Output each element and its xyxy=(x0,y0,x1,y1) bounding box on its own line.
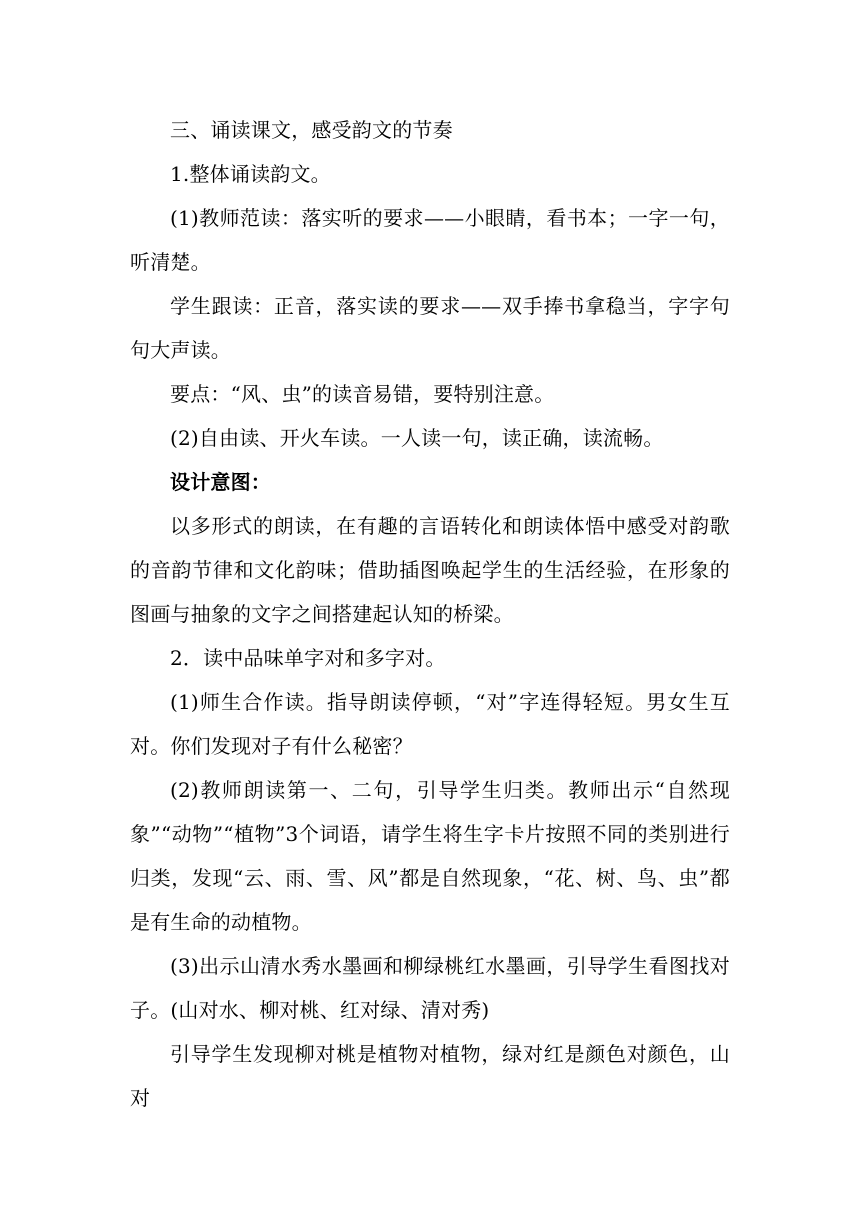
section-heading: 三、诵读课文，感受韵文的节奏 xyxy=(170,118,453,142)
paragraph: (2)教师朗读第一、二句，引导学生归类。教师出示“自然现象”“动物”“植物”3个词语，请学生将生字卡片按照不同的类别进行归类，发现“云、雨、雪、风”都是自然现象，“花、树、鸟、虫”都是有生命的动植物。 xyxy=(130,778,730,934)
paragraph: (2)自由读、开火车读。一人读一句，读正确，读流畅。 xyxy=(170,426,664,450)
paragraph: 以多形式的朗读，在有趣的言语转化和朗读体悟中感受对韵歌的音韵节律和文化韵味；借助插图唤起学生的生活经验，在形象的图画与抽象的文字之间搭建起认知的桥梁。 xyxy=(130,514,730,626)
step-heading: 2．读中品味单字对和多字对。 xyxy=(170,646,446,670)
paragraph: (3)出示山清水秀水墨画和柳绿桃红水墨画，引导学生看图找对子。(山对水、柳对桃、红对绿、清对秀) xyxy=(130,954,730,1022)
paragraph: 学生跟读：正音，落实读的要求——双手捧书拿稳当，字字句句大声读。 xyxy=(130,294,730,362)
paragraph: 引导学生发现柳对桃是植物对植物，绿对红是颜色对颜色，山对 xyxy=(130,1042,730,1110)
paragraph: 要点：“风、虫”的读音易错，要特别注意。 xyxy=(170,382,555,406)
step-heading: 1.整体诵读韵文。 xyxy=(170,162,331,186)
design-intent-heading: 设计意图： xyxy=(170,470,271,494)
paragraph: (1)师生合作读。指导朗读停顿，“对”字连得轻短。男女生互对。你们发现对子有什么秘密？ xyxy=(130,690,730,758)
paragraph: (1)教师范读：落实听的要求——小眼睛，看书本；一字一句，听清楚。 xyxy=(130,206,730,274)
document-page xyxy=(130,108,730,1120)
